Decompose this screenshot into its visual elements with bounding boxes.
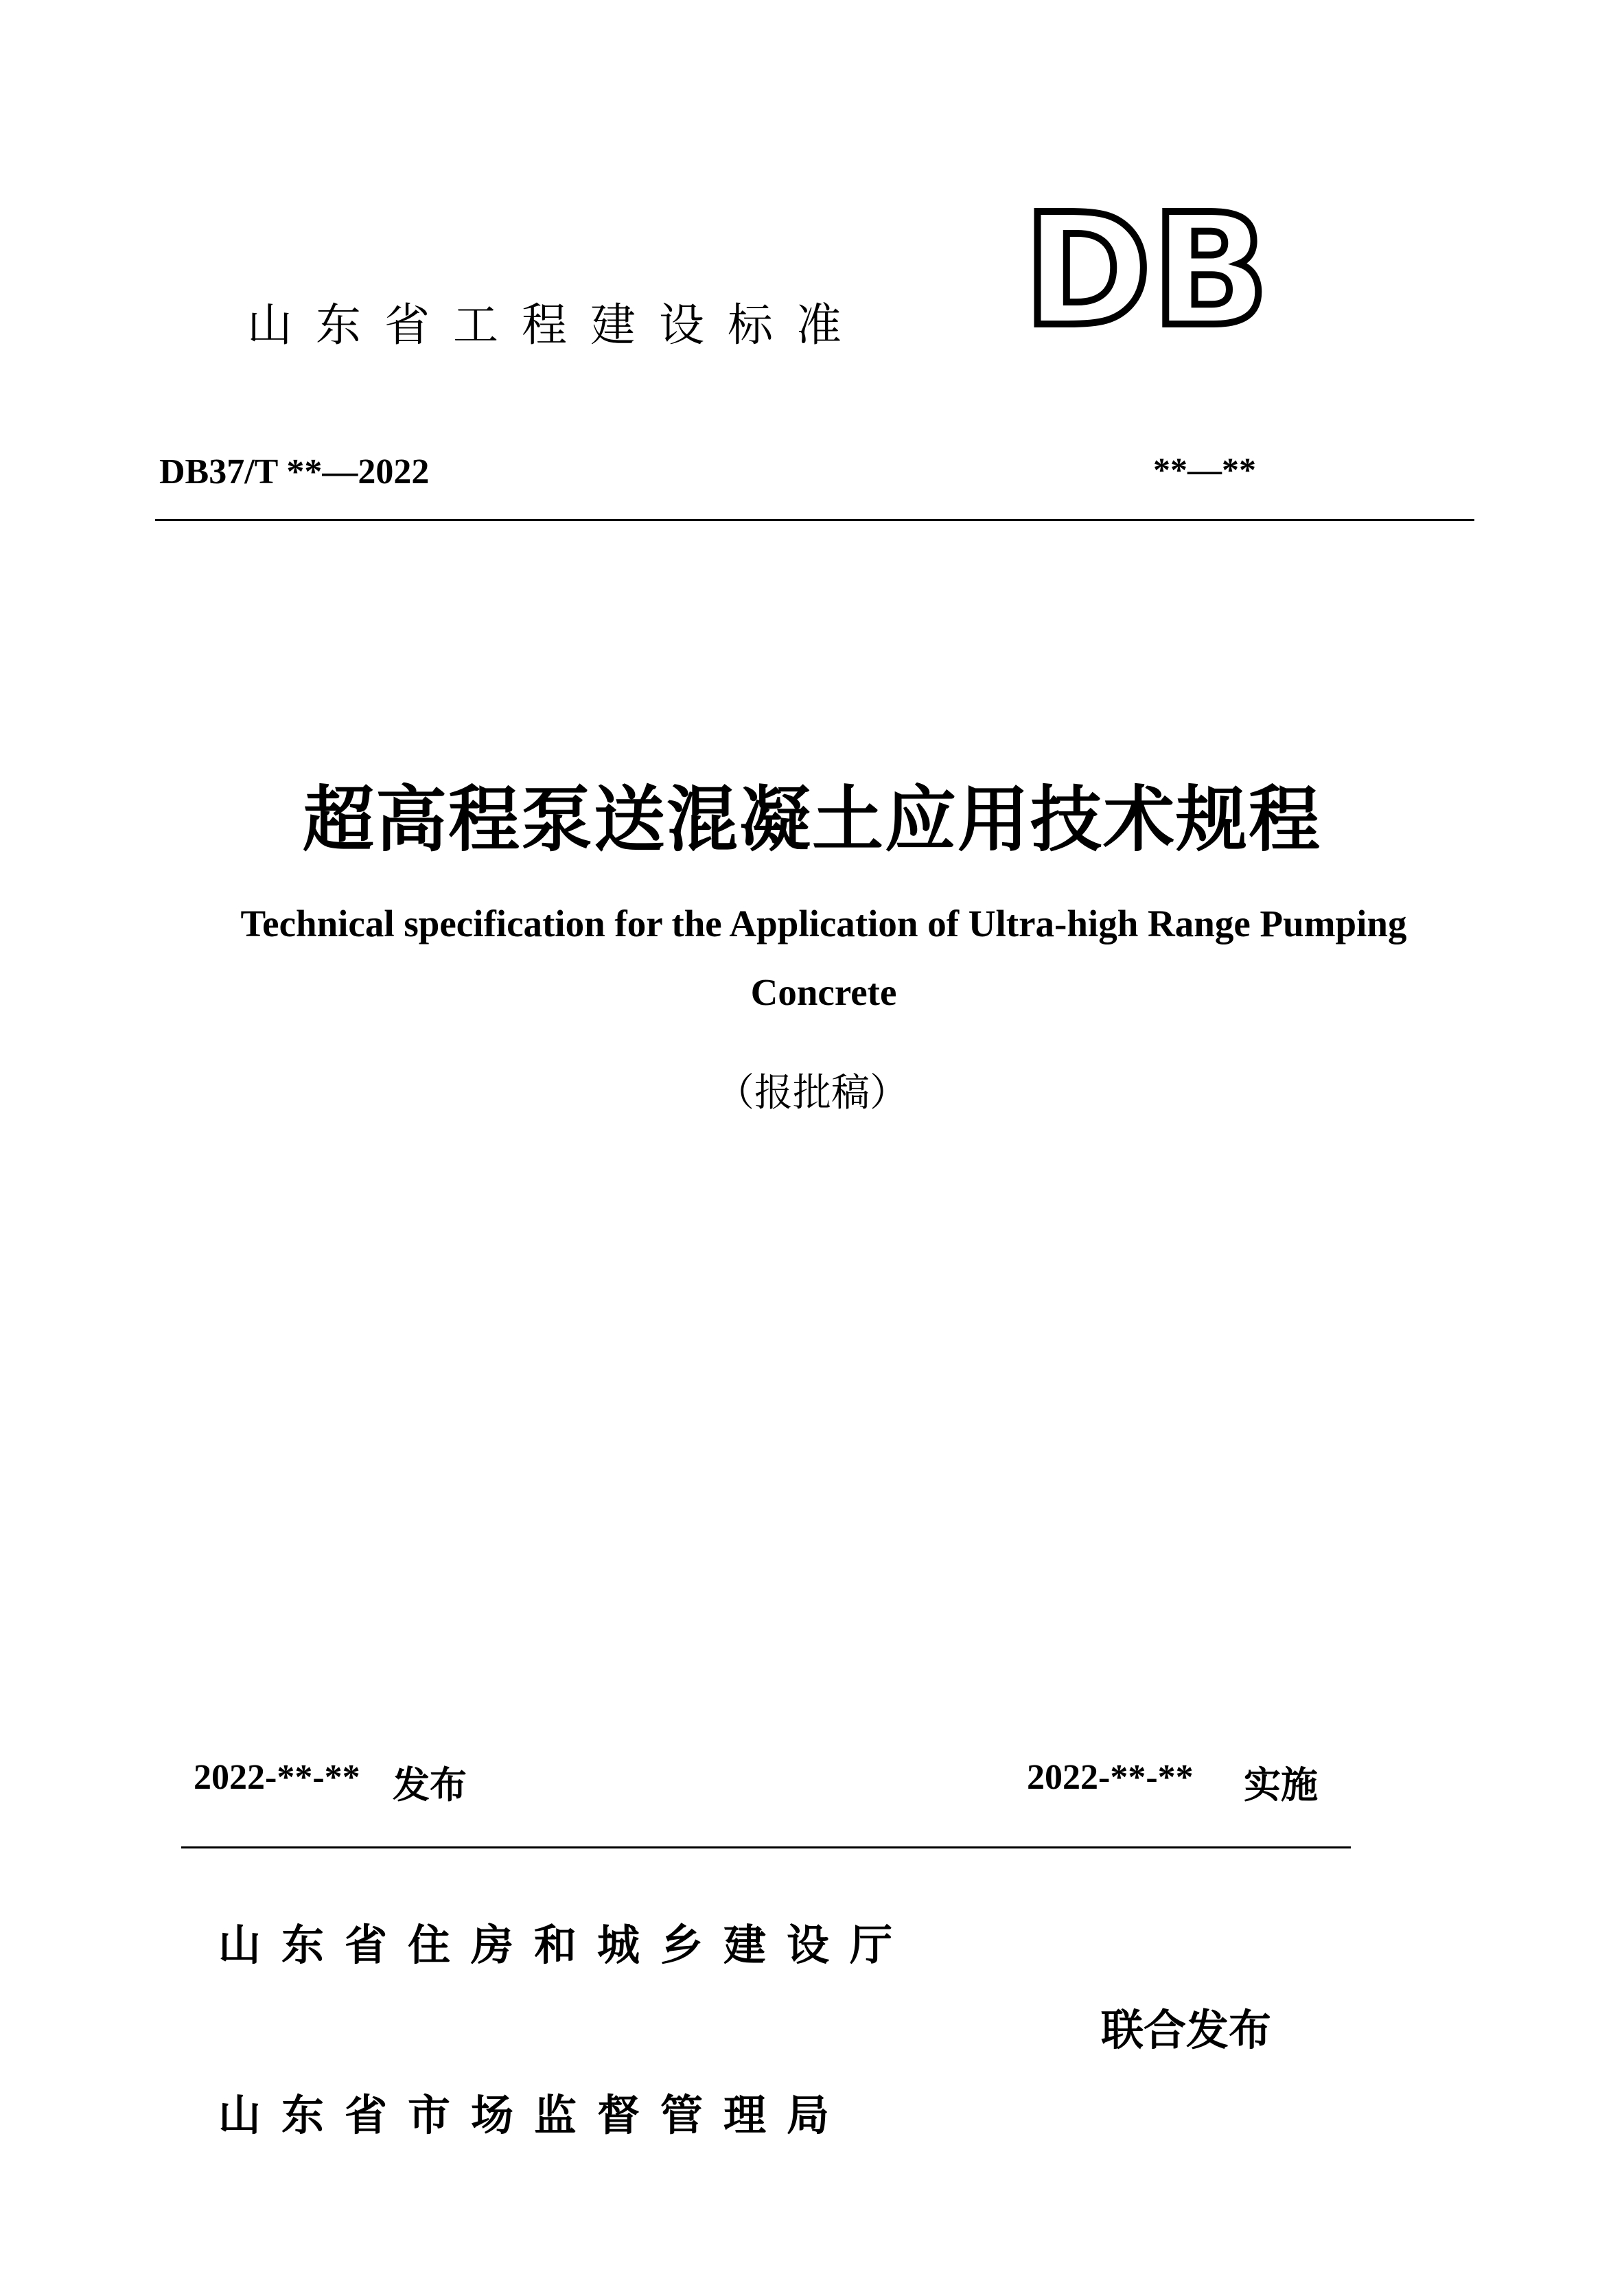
issuer-market-supervision: 山东省市场监督管理局 (218, 2090, 850, 2140)
standard-number: DB37/T **—2022 (159, 452, 430, 491)
db-logo-text: DB (1023, 206, 1270, 343)
header-divider (155, 519, 1474, 521)
footer-divider (181, 1846, 1351, 1848)
title-chinese: 超高程泵送混凝土应用技术规程 (302, 778, 1321, 861)
issuer-housing-department: 山东省住房和城乡建设厅 (218, 1920, 914, 1970)
release-label: 发布 (393, 1763, 467, 1807)
implementation-label: 实施 (1244, 1763, 1318, 1807)
db-logo (1016, 206, 1277, 343)
release-date: 2022-**-** (194, 1758, 360, 1797)
implementation-date: 2022-**-** (1027, 1758, 1194, 1797)
standard-category: 山东省工程建设标准 (247, 299, 865, 351)
joint-release-label: 联合发布 (1101, 2005, 1272, 2055)
title-english: Technical specification for the Application of Ultra-high Range Pumping Concrete (240, 903, 1407, 1013)
draft-status: （报批稿） (716, 1071, 908, 1115)
record-number: **—** (1153, 450, 1256, 489)
